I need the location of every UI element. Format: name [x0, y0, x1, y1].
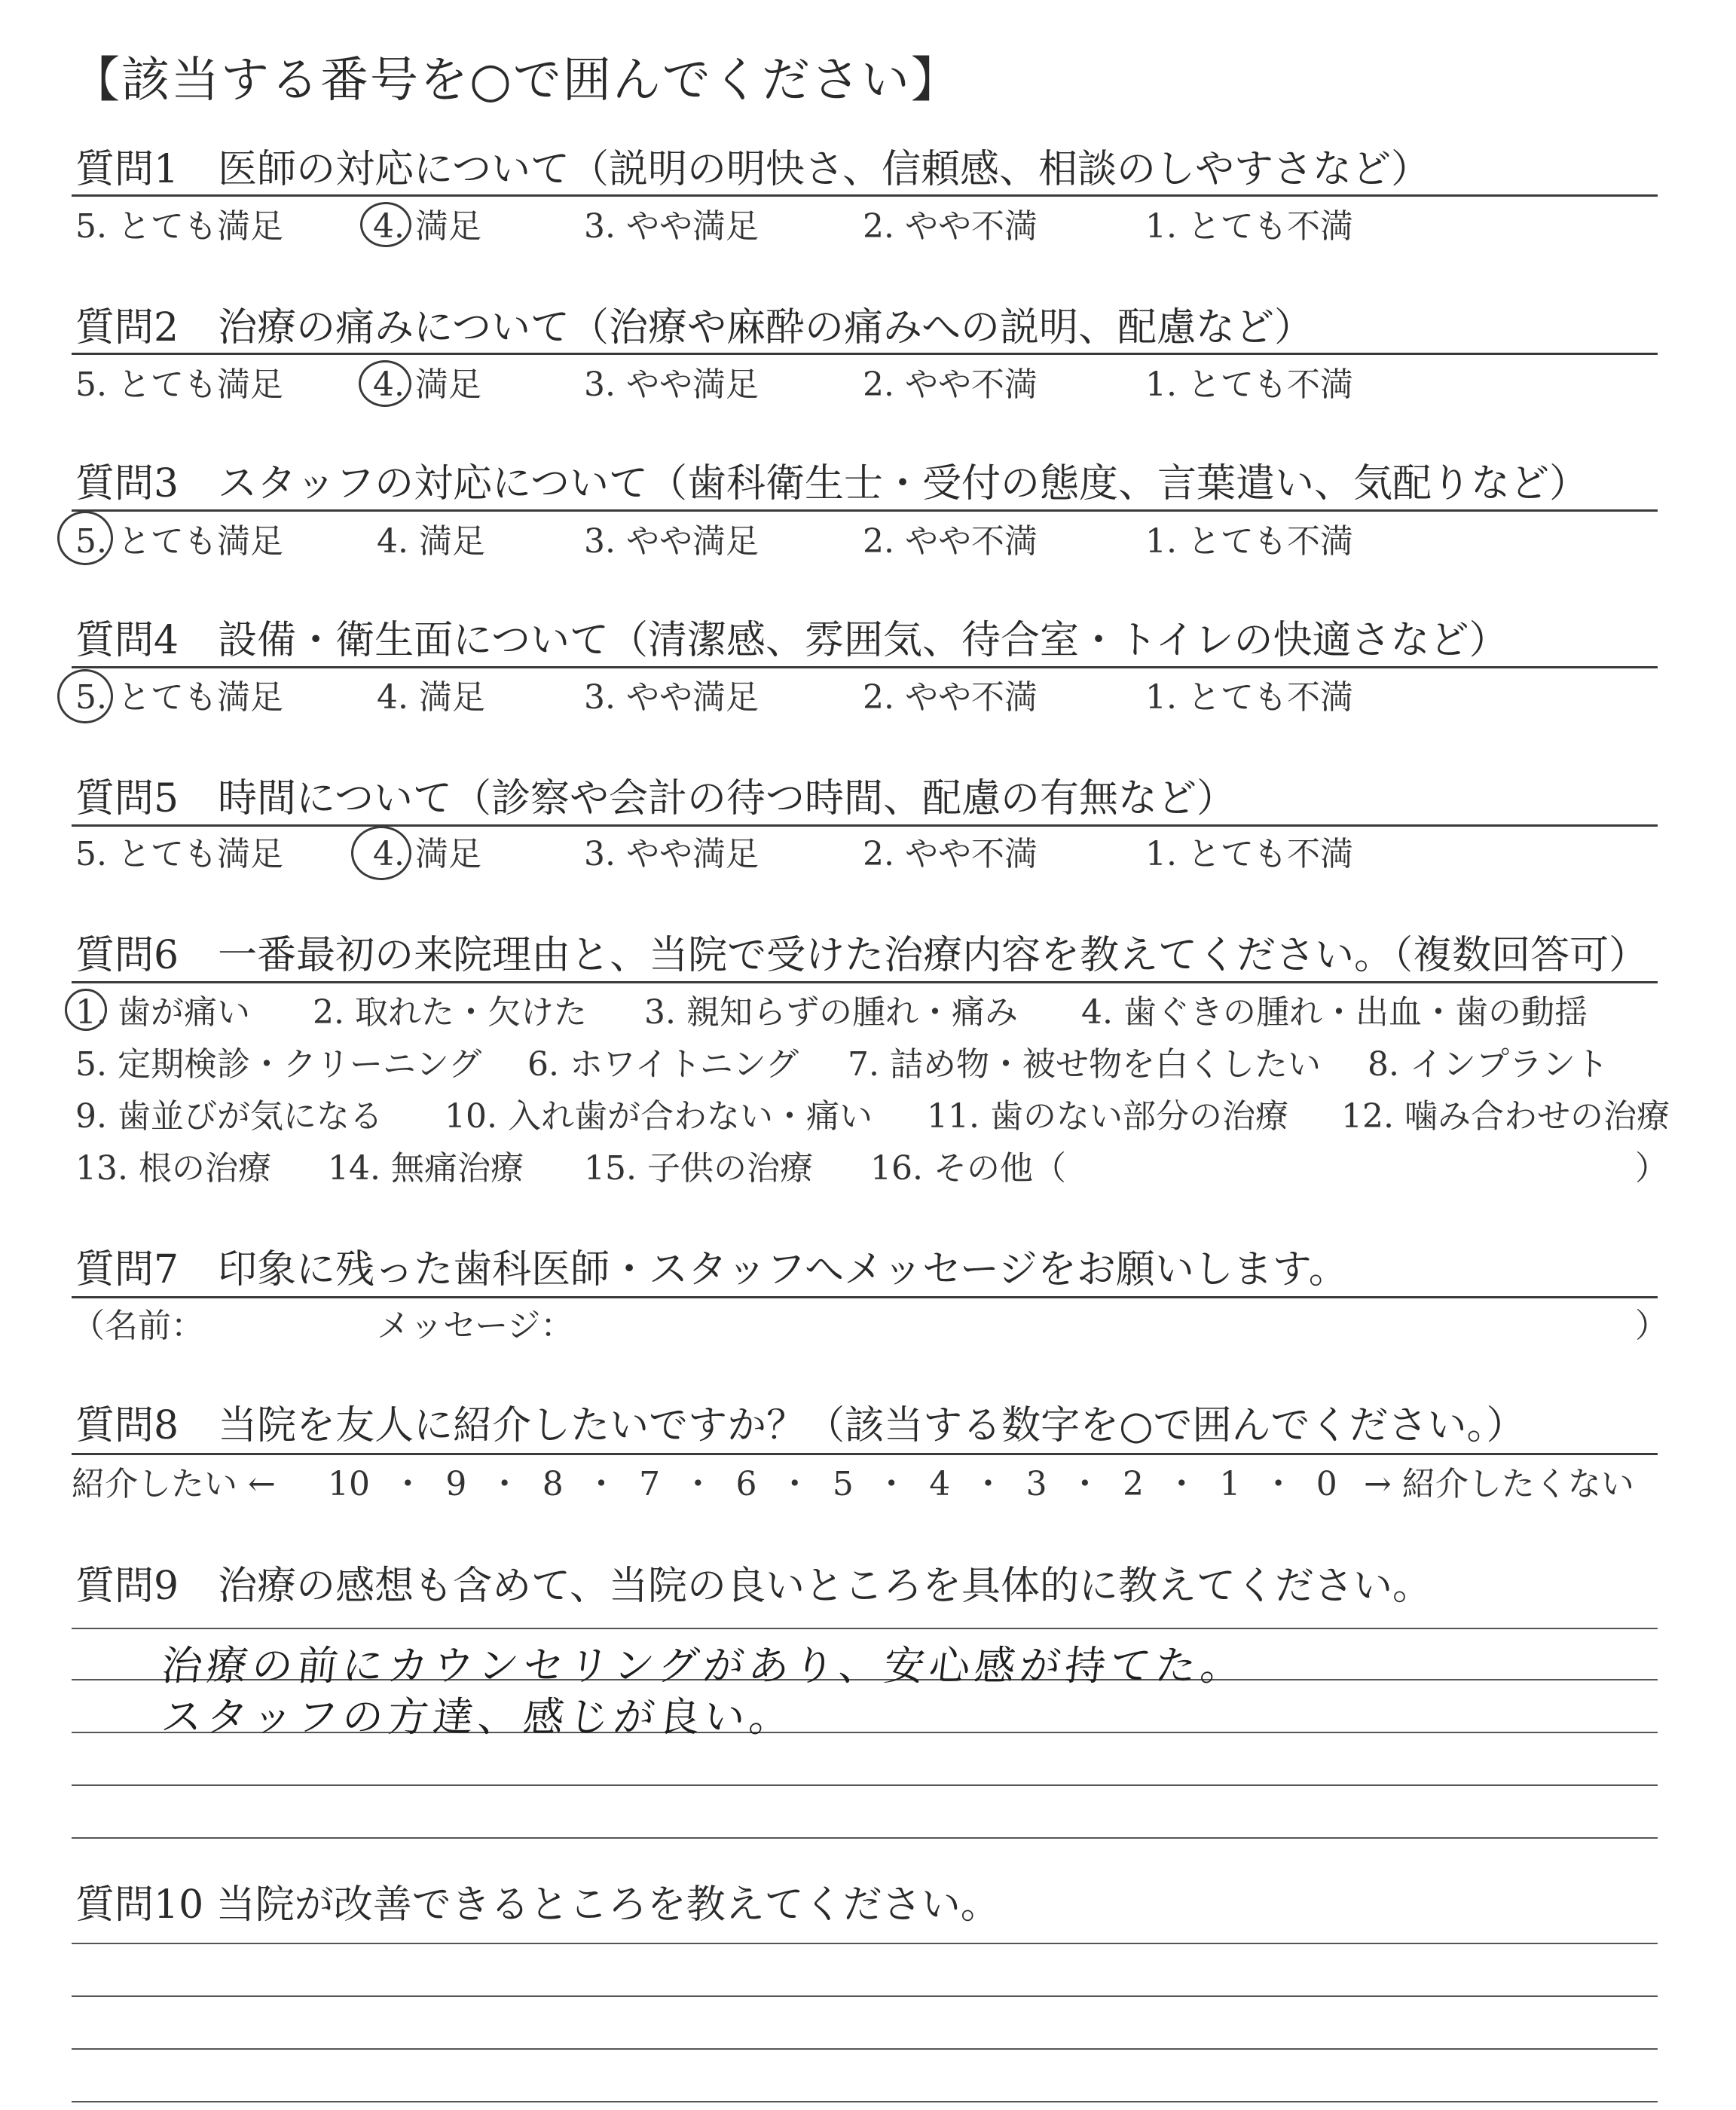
question-4-label: 質問4 設備・衛生面について（清潔感、雰囲気、待合室・トイレの快適さなど）	[75, 618, 1508, 663]
q8-dot: ・	[778, 1465, 811, 1503]
question-5-label: 質問5 時間について（診察や会計の待つ時間、配慮の有無など）	[75, 776, 1236, 821]
q8-scale	[328, 1465, 1337, 1504]
q8-dot: ・	[584, 1465, 618, 1503]
q9-handwritten-answer-1: 治療の前にカウンセリングがあり、安心感が持てた。	[159, 1642, 1249, 1690]
q7-rule	[72, 1296, 1658, 1298]
q6-option-2[interactable]: 2. 取れた・欠けた	[313, 993, 587, 1032]
question-6-label: 質問6 一番最初の来院理由と、当院で受けた治療内容を教えてください。（複数回答可）	[75, 933, 1649, 978]
q8-scale-4[interactable]: 4	[929, 1465, 951, 1503]
q5-option-3[interactable]: 3. やや満足	[584, 835, 759, 873]
q4-rule	[72, 666, 1658, 668]
q6-option-6[interactable]: 6. ホワイトニング	[527, 1045, 799, 1084]
q8-dot: ・	[487, 1465, 521, 1503]
q6-option-12[interactable]: 12. 噛み合わせの治療	[1341, 1097, 1670, 1136]
q8-dot: ・	[1165, 1465, 1199, 1503]
q3-selection-circle	[57, 511, 113, 565]
q6-option-16[interactable]: 16. その他（	[870, 1149, 1066, 1188]
q8-scale-1[interactable]: 1	[1219, 1465, 1241, 1503]
q9-answer-line-5	[72, 1837, 1658, 1839]
q8-scale-7[interactable]: 7	[639, 1465, 661, 1503]
q10-answer-line-2	[72, 1995, 1658, 1997]
q1-option-2[interactable]: 2. やや不満	[863, 207, 1038, 246]
q6-option-1[interactable]: 1. 歯が痛い	[75, 993, 250, 1032]
q4-option-5[interactable]: 5. とても満足	[75, 678, 283, 717]
q3-option-1[interactable]: 1. とても不満	[1145, 522, 1353, 561]
q6-option-5[interactable]: 5. 定期検診・クリーニング	[75, 1045, 482, 1084]
q8-scale-5[interactable]: 5	[832, 1465, 854, 1503]
q5-option-1[interactable]: 1. とても不満	[1145, 835, 1353, 873]
q4-option-3[interactable]: 3. やや満足	[584, 678, 759, 717]
q6-option-14[interactable]: 14. 無痛治療	[328, 1149, 524, 1188]
q8-dot: ・	[971, 1465, 1005, 1503]
q4-option-2[interactable]: 2. やや不満	[863, 678, 1038, 717]
q1-option-1[interactable]: 1. とても不満	[1145, 207, 1353, 246]
q3-option-4[interactable]: 4. 満足	[377, 522, 485, 561]
q5-option-4[interactable]: 4. 満足	[373, 835, 481, 873]
q5-rule	[72, 824, 1658, 827]
q8-dot: ・	[1261, 1465, 1295, 1503]
q8-dot: ・	[391, 1465, 425, 1503]
q6-selection-circle	[65, 989, 107, 1031]
q8-scale-2[interactable]: 2	[1123, 1465, 1144, 1503]
q3-option-5[interactable]: 5. とても満足	[75, 522, 283, 561]
question-8-label: 質問8 当院を友人に紹介したいですか？（該当する数字を○で囲んでください。）	[75, 1403, 1526, 1448]
q6-option-15[interactable]: 15. 子供の治療	[584, 1149, 813, 1188]
q8-dot: ・	[875, 1465, 909, 1503]
q1-option-5[interactable]: 5. とても満足	[75, 207, 283, 246]
q8-left-label: 紹介したい ←	[72, 1465, 276, 1503]
q2-rule	[72, 353, 1658, 355]
q5-selection-circle	[351, 826, 411, 880]
question-3-label: 質問3 スタッフの対応について（歯科衛生士・受付の態度、言葉遣い、気配りなど）	[75, 461, 1589, 506]
q6-other-close-paren: ）	[1635, 1149, 1668, 1188]
q7-close-paren: ）	[1635, 1307, 1668, 1345]
q4-option-1[interactable]: 1. とても不満	[1145, 678, 1353, 717]
q1-option-3[interactable]: 3. やや満足	[584, 207, 759, 246]
q6-option-3[interactable]: 3. 親知らずの腫れ・痛み	[644, 993, 1018, 1032]
q8-scale-8[interactable]: 8	[542, 1465, 564, 1503]
question-9-label: 質問9 治療の感想も含めて、当院の良いところを具体的に教えてください。	[75, 1564, 1432, 1609]
q6-option-8[interactable]: 8. インプラント	[1368, 1045, 1609, 1084]
q10-answer-line-4	[72, 2101, 1658, 2102]
q4-selection-circle	[57, 669, 113, 723]
q2-option-5[interactable]: 5. とても満足	[75, 365, 283, 404]
q6-option-9[interactable]: 9. 歯並びが気になる	[75, 1097, 383, 1136]
q8-scale-3[interactable]: 3	[1025, 1465, 1047, 1503]
q3-rule	[72, 509, 1658, 512]
q3-option-2[interactable]: 2. やや不満	[863, 522, 1038, 561]
q8-dot: ・	[1068, 1465, 1102, 1503]
q8-scale-10[interactable]: 10	[328, 1465, 370, 1503]
q5-option-2[interactable]: 2. やや不満	[863, 835, 1038, 873]
q5-option-5[interactable]: 5. とても満足	[75, 835, 283, 873]
q1-selection-circle	[360, 202, 411, 247]
q6-option-10[interactable]: 10. 入れ歯が合わない・痛い	[445, 1097, 873, 1136]
q2-selection-circle	[359, 360, 411, 407]
q8-right-label: → 紹介したくない	[1364, 1465, 1634, 1503]
q10-answer-line-1	[72, 1943, 1658, 1944]
q2-option-4[interactable]: 4. 満足	[373, 365, 481, 404]
q4-option-4[interactable]: 4. 満足	[377, 678, 485, 717]
question-10-label: 質問10 当院が改善できるところを教えてください。	[75, 1882, 1000, 1928]
q6-option-4[interactable]: 4. 歯ぐきの腫れ・出血・歯の動揺	[1081, 993, 1588, 1032]
q2-option-1[interactable]: 1. とても不満	[1145, 365, 1353, 404]
question-7-label: 質問7 印象に残った歯科医師・スタッフへメッセージをお願いします。	[75, 1247, 1348, 1292]
form-title: 【該当する番号を○で囲んでください】	[72, 53, 961, 109]
q1-option-4[interactable]: 4. 満足	[373, 207, 481, 246]
q7-name-label: （名前：	[72, 1307, 204, 1345]
q2-option-3[interactable]: 3. やや満足	[584, 365, 759, 404]
q8-scale-6[interactable]: 6	[735, 1465, 757, 1503]
question-1-label: 質問1 医師の対応について（説明の明快さ、信頼感、相談のしやすさなど）	[75, 147, 1430, 192]
question-2-label: 質問2 治療の痛みについて（治療や麻酔の痛みへの説明、配慮など）	[75, 305, 1314, 350]
q6-option-11[interactable]: 11. 歯のない部分の治療	[927, 1097, 1288, 1136]
q10-answer-line-3	[72, 2048, 1658, 2050]
q7-message-label: メッセージ：	[377, 1307, 574, 1345]
q6-option-13[interactable]: 13. 根の治療	[75, 1149, 271, 1188]
q8-scale-0[interactable]: 0	[1316, 1465, 1337, 1503]
q6-rule	[72, 981, 1658, 983]
q2-option-2[interactable]: 2. やや不満	[863, 365, 1038, 404]
q1-rule	[72, 194, 1658, 197]
q8-rule	[72, 1453, 1658, 1455]
q9-answer-line-4	[72, 1784, 1658, 1786]
q9-answer-line-1	[72, 1628, 1658, 1629]
q6-option-7[interactable]: 7. 詰め物・被せ物を白くしたい	[848, 1045, 1321, 1084]
q9-handwritten-answer-2: スタッフの方達、感じが良い。	[159, 1693, 797, 1741]
q3-option-3[interactable]: 3. やや満足	[584, 522, 759, 561]
q8-dot: ・	[681, 1465, 715, 1503]
q8-scale-9[interactable]: 9	[445, 1465, 467, 1503]
